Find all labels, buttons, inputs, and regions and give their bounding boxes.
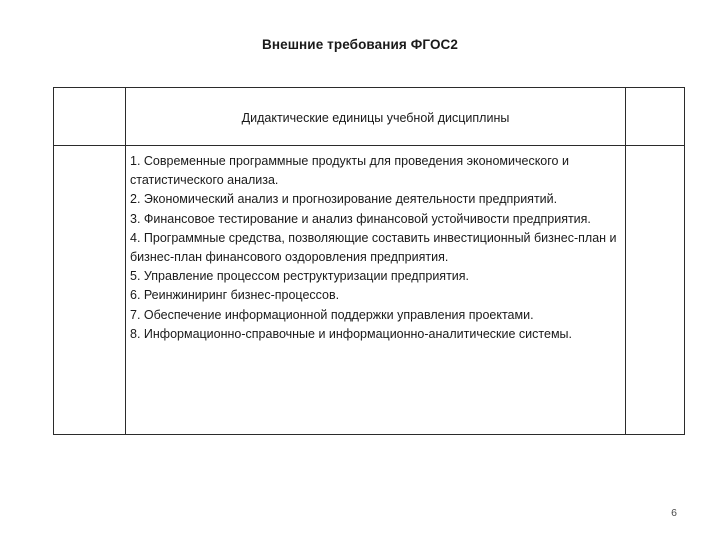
list-item: 5. Управление процессом реструктуризации предприятия.	[130, 269, 470, 284]
table-header-cell: Дидактические единицы учебной дисциплины	[126, 88, 626, 146]
list-item: 4. Программные средства, позволяющие составить инвестиционный бизнес-план и бизнес-план финансового оздоровления предприятия.	[130, 230, 617, 265]
list-item: 1. Современные программные продукты для проведения экономического и статистического анализа.	[130, 154, 569, 188]
list-item: 8. Информационно-справочные и информационно-аналитические системы.	[130, 326, 572, 341]
page-number: 6	[671, 507, 677, 519]
list-item: 6. Реинжиниринг бизнес-процессов.	[130, 288, 340, 303]
didactic-units-list	[130, 152, 621, 344]
requirements-table	[53, 87, 685, 435]
slide-title: Внешние требования ФГОС2	[261, 37, 458, 52]
list-item: 7. Обеспечение информационной поддержки управления проектами.	[130, 307, 534, 322]
table-body-row	[54, 146, 685, 435]
header-right-cell	[626, 88, 685, 146]
didactic-units-cell	[126, 146, 626, 435]
table-header-row	[54, 88, 685, 146]
list-item: 2. Экономический анализ и прогнозирование деятельности предприятий.	[130, 192, 558, 207]
body-right-cell	[626, 146, 685, 435]
list-item: 3. Финансовое тестирование и анализ финансовой устойчивости предприятия.	[130, 211, 591, 226]
body-left-cell	[54, 146, 126, 435]
header-left-cell	[54, 88, 126, 146]
